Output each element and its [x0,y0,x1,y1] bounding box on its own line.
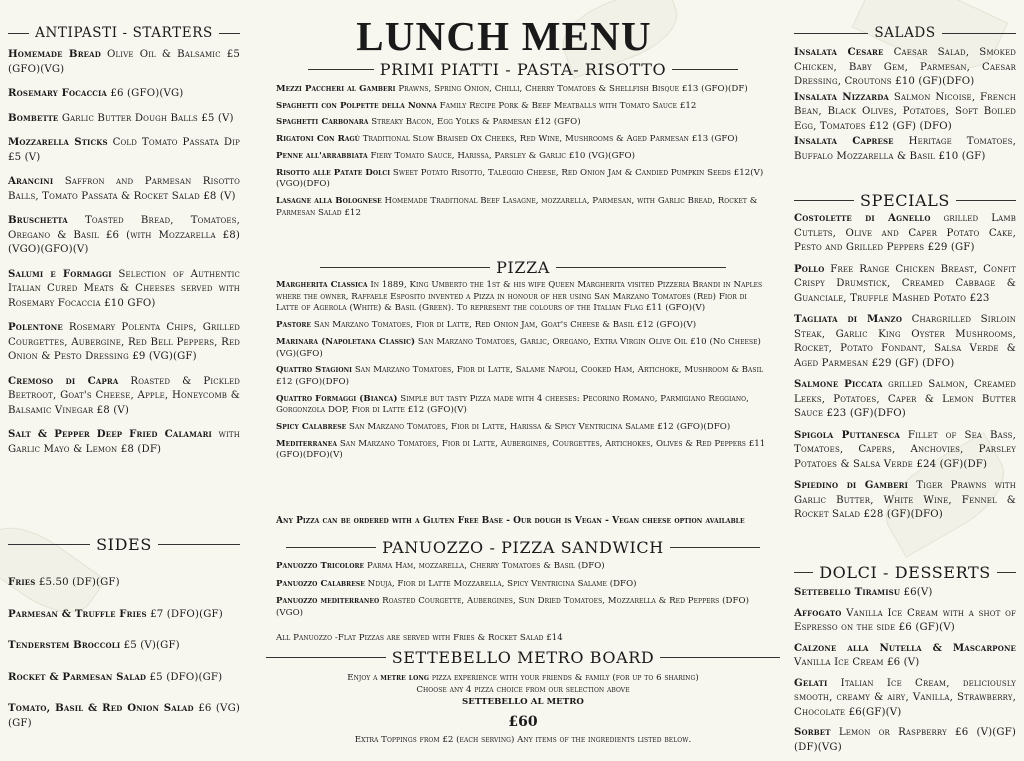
specials-item-desc: Fillet of Sea Bass, Tomatoes, Capers, Anchovies, Parsley Potatoes & Salsa Verde £24 (GF)(DF) [794,429,1016,470]
salads-item [794,45,1016,90]
sides-item-desc: £6 (VG)(GF) [8,703,240,729]
antipasti-item-name: Polentone [8,321,63,333]
dolci-item-desc: Italian Ice Cream, deliciously smooth, creamy & airy, Vanilla, Strawberry, Chocolate £6(GF)(V) [794,677,1016,718]
dolci-heading-label: DOLCI - DESSERTS [819,563,991,582]
divider [997,572,1016,573]
specials-item [794,478,1016,523]
primi-item-desc: Fiery Tomato Sauce, Harissa, Parsley & Garlic £10 (VG)(GFO) [370,150,635,161]
antipasti-item-name: Bruschetta [8,214,68,226]
dolci-item-desc: £6(V) [903,587,933,598]
divider [794,33,868,34]
specials-item-name: Pollo [794,262,825,275]
divider [670,547,760,548]
salads-item-name: Insalata Cesare [794,46,884,58]
primi-item-name: Rigatoni Con Ragù [276,134,360,145]
dolci-item-name: Calzone alla Nutella & Mascarpone [794,641,1016,654]
dolci-item-name: Settebello Tiramisu [794,586,901,598]
sides-item-name: Fries [8,576,36,588]
salads-item [794,90,1016,135]
dolci-item [794,585,1016,601]
antipasti-item-name: Mozzarella Sticks [8,136,108,148]
primi-item-name: Spaghetti Carbonara [276,117,369,128]
pizza-note: Any Pizza can be ordered with a Gluten Free Base - Our dough is Vegan - Vegan cheese option available [276,516,745,526]
salads-item-name: Insalata Nizzarda [794,90,889,103]
panuozzo-item-desc: Parma Ham, mozzarella, Cherry Tomatoes & Basil (DFO) [366,561,605,571]
divider [672,69,738,70]
salads-list [794,45,1016,164]
pizza-item [276,422,770,434]
antipasti-item-desc: with Garlic Mayo & Lemon £8 (DF) [8,429,240,455]
specials-item-name: Costolette di Agnello [794,212,931,224]
primi-item-name: Penne all'arrabbiata [276,150,368,161]
antipasti-item-desc: Rosemary Polenta Chips, Grilled Courgettes, Aubergine, Red Bell Peppers, Red Onion & Pesto Dressing £9 (VG)(GF) [8,322,241,362]
panuozzo-item-name: Panuozzo mediterraneo [276,596,380,607]
antipasti-item [8,267,240,312]
right-column [794,0,1016,761]
panuozzo-heading [276,538,770,557]
antipasti-item-desc: Garlic Butter Dough Balls £5 (V) [61,112,234,124]
middle-column [276,0,770,761]
pizza-list [276,280,770,462]
board-price: £60 [508,714,538,730]
specials-item-desc: grilled Lamb Cutlets, Olive and Caper Potato Cake, Pesto and Grilled Peppers £29 (GF) [794,213,1016,253]
dolci-item [794,606,1016,636]
salads-item-desc: Heritage Tomatoes, Buffalo Mozzarella & Basil £10 (GF) [794,136,1016,162]
primi-item-name: Lasagne alla Bolognese [276,195,382,206]
divider [8,33,29,34]
divider [320,267,490,268]
primi-item [276,196,770,219]
dolci-item-name: Affogato [794,606,842,619]
specials-item-name: Spiedino di Gamberi [794,479,909,491]
pizza-item-desc: San Marzano Tomatoes, Fior di Latte, Harissa & Spicy Ventricina Salame £12 (GFO)(DFO) [349,422,731,433]
primi-item [276,134,770,146]
pizza-item [276,337,770,360]
pizza-item-desc: Simple but tasty Pizza made with 4 cheeses: Pecorino Romano, Parmigiano Reggiano, Gorgonzola DOP, Fior di Latte £12 (GFO)(V) [276,393,749,416]
antipasti-item [8,174,240,204]
specials-item [794,377,1016,422]
antipasti-item [8,86,240,102]
pizza-item-name: Mediterranea [276,438,338,449]
panuozzo-item-name: Panuozzo Tricolore [276,561,365,571]
primi-item-desc: Prawns, Spring Onion, Chilli, Cherry Tomatoes & Shellfish Bisque £13 (GFO)(DF) [398,84,748,94]
specials-item-desc: Tiger Prawns with Garlic Butter, White Wine, Fennel & Rocket Salad £28 (GF)(DFO) [794,480,1017,520]
sides-item-name: Tomato, Basil & Red Onion Salad [8,702,194,714]
divider [266,657,386,658]
specials-item-desc: Chargrilled Sirloin Steak, Garlic King Oyster Mushrooms, Rocket, Potato Fondant, Salsa Verde & Aged Parmesan £29 (GF) (DFO) [794,314,1016,369]
board-heading-label: SETTEBELLO METRO BOARD [391,648,655,667]
divider [556,267,726,268]
primi-item-name: Mezzi Paccheri al Gamberi [276,84,396,94]
pizza-item-desc: San Marzano Tomatoes, Garlic, Oregano, Extra Virgin Olive Oil £10 (No Cheese) (VG)(GFO) [276,336,761,359]
board-line1-post: pizza experience with your friends & family (for up to 6 sharing) [431,673,699,683]
salads-item-name: Insalata Caprese [794,135,894,147]
sides-item-name: Tenderstem Broccoli [8,639,121,651]
board-line1-bold: metre long [380,673,430,683]
antipasti-item-name: Homemade Bread [8,48,101,60]
divider [660,657,780,658]
dolci-heading [794,563,1016,582]
sides-heading-label: SIDES [96,535,152,554]
sides-item-desc: £5 (DFO)(GF) [149,671,223,683]
pizza-item-desc: San Marzano Tomatoes, Fior di Latte, Aubergines, Courgettes, Artichokes, Olives & Red Peppers £11 (GFO)(DFO)(V) [276,438,766,461]
divider [794,200,854,201]
dolci-item-desc: Lemon or Raspberry £6 (V)(GF) (DF)(VG) [794,727,1017,753]
primi-list [276,84,770,219]
sides-item-desc: £5.50 (DF)(GF) [38,577,120,588]
pizza-item [276,394,770,417]
pizza-item-name: Marinara (Napoletana Classic) [276,336,416,347]
pizza-item-desc: San Marzano Tomatoes, Fior di Latte, Red Onion Jam, Goat's Cheese & Basil £12 (GFO)(V) [313,320,697,331]
antipasti-item [8,135,240,165]
primi-item [276,117,770,129]
board-line3: SETTEBELLO AL METRO [462,697,584,707]
pizza-item-name: Quattro Formaggi (Bianca) [276,393,398,404]
dolci-item-desc: Vanilla Ice Cream with a shot of Espresso on the side £6 (GF)(V) [794,607,1016,633]
sides-item-desc: £7 (DFO)(GF) [150,608,223,620]
primi-heading [276,60,770,79]
divider [308,69,374,70]
primi-item [276,168,770,191]
specials-item [794,428,1016,473]
dolci-item-desc: Vanilla Ice Cream £6 (V) [794,657,920,668]
antipasti-item [8,111,240,127]
antipasti-item-name: Arancini [8,175,54,187]
left-column [8,0,240,761]
dolci-list [794,585,1016,755]
sides-item-name: Rocket & Parmesan Salad [8,670,147,683]
antipasti-item [8,47,240,77]
antipasti-item-desc: Olive Oil & Balsamic £5 (GFO)(VG) [8,49,240,75]
antipasti-item-desc: Roasted & Pickled Beetroot, Goat's Cheese, Apple, Honeycomb & Balsamic Vinegar £8 (V) [8,375,240,416]
antipasti-item-desc: Selection of Authentic Italian Cured Meats & Cheeses served with Rosemary Focaccia £10 GFO) [8,268,241,309]
antipasti-item-name: Salumi e Formaggi [8,267,112,280]
pizza-item-name: Margherita Classica [276,280,368,290]
antipasti-item-name: Bombette [8,111,59,124]
salads-item [794,134,1016,164]
antipasti-item-desc: Toasted Bread, Tomatoes, Oregano & Basil £6 (with Mozzarella £8) (VGO)(GFO)(V) [8,215,240,255]
panuozzo-list [276,561,770,620]
divider [158,544,240,545]
specials-item [794,312,1016,371]
primi-item-name: Risotto alle Patate Dolci [276,167,391,178]
pizza-item-name: Pastore [276,320,312,331]
board-line1 [276,673,770,685]
specials-item-name: Salmone Piccata [794,378,883,390]
salads-item-desc: Caesar Salad, Smoked Chicken, Baby Gem, Parmesan, Caesar Dressing, Croutons £10 (GF)(DFO) [794,47,1017,87]
specials-item [794,211,1016,256]
specials-item-desc: grilled Salmon, Creamed Leeks, Potatoes, Caper & Lemon Butter Sauce £23 (GF)(DFO) [794,379,1016,419]
dolci-item-name: Sorbet [794,726,831,738]
pizza-item-name: Quattro Stagioni [276,365,353,376]
primi-item-desc: Homemade Traditional Beef Lasagne, mozzarella, Parmesan, with Garlic Bread, Rocket & Parmesan Salad £12 [276,195,758,218]
divider [794,572,813,573]
antipasti-item-name: Rosemary Focaccia [8,87,108,99]
salads-heading-label: SALADS [874,25,936,41]
sides-item [8,638,240,654]
pizza-item [276,439,770,462]
pizza-item [276,280,770,315]
board-line1-pre: Enjoy a [347,673,378,683]
sides-heading [8,535,240,554]
primi-heading-label: PRIMI PIATTI - PASTA- RISOTTO [379,60,667,79]
primi-item [276,151,770,163]
primi-item-name: Spaghetti con Polpette della Nonna [276,100,437,111]
antipasti-list [8,47,240,457]
dolci-item [794,676,1016,721]
primi-item-desc: Sweet Potato Risotto, Taleggio Cheese, Red Onion Jam & Candied Pumpkin Seeds £12(V)(VGO)(DFO) [276,167,764,190]
divider [286,547,376,548]
pizza-item-desc: San Marzano Tomatoes, Fior di Latte, Salame Napoli, Cooked Ham, Artichoke, Mushroom & Basil £12 (GFO)(DFO) [276,365,764,387]
antipasti-item [8,213,240,258]
specials-item-name: Spigola Puttanesca [794,428,900,441]
pizza-item [276,365,770,388]
antipasti-item-name: Cremoso di Capra [8,374,119,387]
sides-item-desc: £5 (V)(GF) [123,640,180,651]
antipasti-item [8,320,240,365]
specials-item-name: Tagliata di Manzo [794,313,903,325]
pizza-heading-label: PIZZA [496,258,550,277]
primi-item [276,101,770,113]
specials-item-desc: Free Range Chicken Breast, Confit Crispy Drumstick, Creamed Cabbage & Guanciale, Truffle Mashed Potato £23 [794,263,1017,304]
antipasti-heading [8,25,240,41]
salads-item-desc: Salmon Nicoise, French Bean, Black Olives, Potatoes, Soft Boiled Egg, Tomatoes £12 (GF) (DFO) [794,91,1016,132]
antipasti-heading-label: ANTIPASTI - STARTERS [35,25,213,41]
panuozzo-item [276,561,770,573]
dolci-item [794,641,1016,671]
pizza-heading [276,258,770,277]
pizza-item [276,320,770,332]
board-heading [276,648,770,667]
panuozzo-item [276,579,770,591]
panuozzo-heading-label: PANUOZZO - PIZZA SANDWICH [382,538,664,557]
sides-item [8,701,240,731]
sides-item [8,607,240,623]
panuozzo-item-name: Panuozzo Calabrese [276,578,365,589]
salads-heading [794,25,1016,41]
pizza-item-desc: In 1889, King Umberto the 1st & his wife Queen Margherita visited Pizzeria Brandi in Naples where the owner, Raffaele Esposito invented a Pizza in honour of her using San Marzano Tomatoes (Red) Fior di Latte of Agerola (White) & Basil (Green). To represent the colours of the Italian Flag £11 (GFO)(V) [276,280,763,314]
divider [942,33,1016,34]
antipasti-item-name: Salt & Pepper Deep Fried Calamari [8,428,212,440]
antipasti-item-desc: Cold Tomato Passata Dip £5 (V) [8,137,240,163]
pizza-item-name: Spicy Calabrese [276,422,347,433]
specials-item [794,262,1016,307]
primi-item-desc: Streaky Bacon, Egg Yolks & Parmesan £12 (GFO) [371,117,581,128]
sides-list [8,575,240,731]
antipasti-item-desc: Saffron and Parmesan Risotto Balls, Tomato Passata & Rocket Salad £8 (V) [8,176,240,202]
board-line2: Choose any 4 pizza choice from our selection above [416,685,630,695]
antipasti-item [8,374,240,419]
dolci-item [794,725,1016,755]
dolci-item-name: Gelati [794,676,828,689]
panuozzo-note: All Panuozzo -Flat Pizzas are served with Fries & Rocket Salad £14 [276,633,563,643]
primi-item-desc: Family Recipe Pork & Beef Meatballs with Tomato Sauce £12 [439,100,697,111]
panuozzo-item-desc: Roasted Courgette, Aubergines, Sun Dried Tomatoes, Mozzarella & Red Peppers (DFO) (VGO) [276,596,749,619]
sides-item [8,575,240,591]
antipasti-item [8,427,240,457]
panuozzo-item-desc: Nduja, Fior di Latte Mozzarella, Spicy Ventricina Salame (DFO) [367,578,637,589]
sides-item [8,670,240,686]
primi-item [276,84,770,96]
specials-list [794,211,1016,523]
sides-item-name: Parmesan & Truffle Fries [8,607,147,620]
specials-heading [794,191,1016,210]
primi-item-desc: Traditional Slow Braised Ox Cheeks, Red Wine, Mushrooms & Aged Parmesan £13 (GFO) [362,134,738,145]
antipasti-item-desc: £6 (GFO)(VG) [110,88,184,99]
divider [8,544,90,545]
divider [219,33,240,34]
board-footer: Extra Toppings from £2 (each serving) Any items of the ingredients listed below. [354,735,692,745]
divider [956,200,1016,201]
page-title: LUNCH MENU [356,13,652,59]
specials-heading-label: SPECIALS [860,191,950,210]
panuozzo-item [276,596,770,619]
